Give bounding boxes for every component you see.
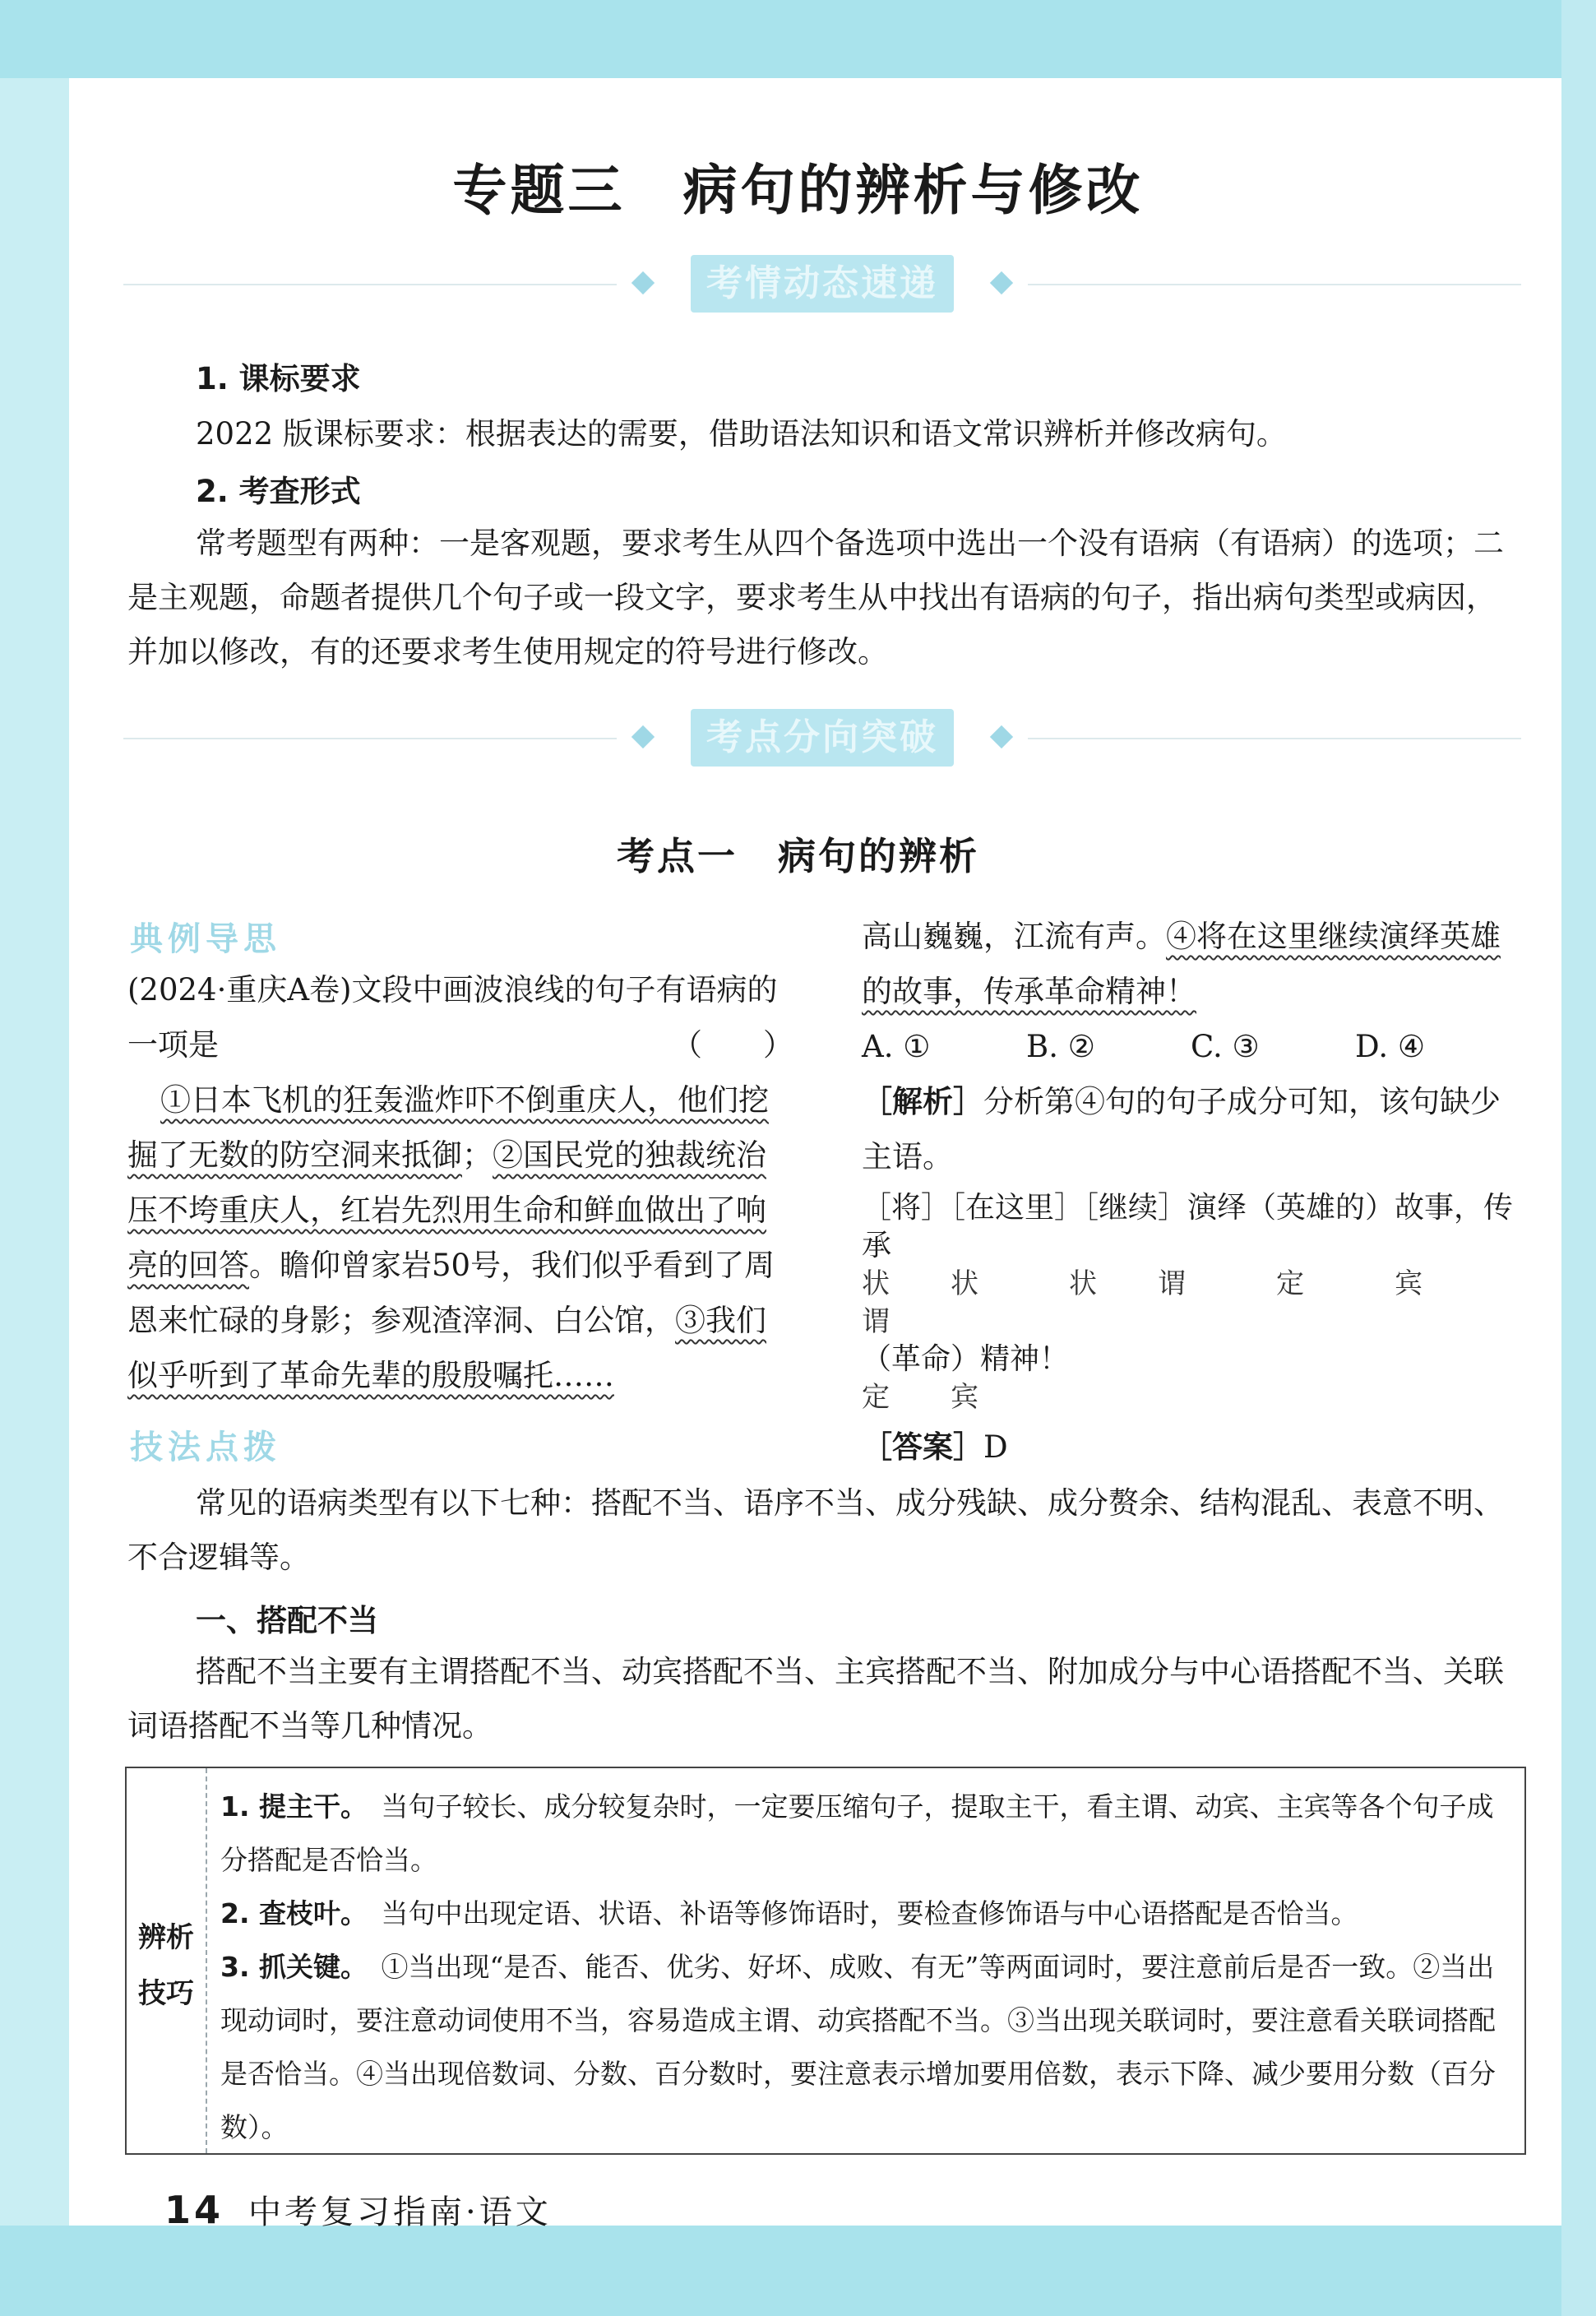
structure-line: ［将］［在这里］［继续］演绎（英雄的）故事，传承 <box>862 1191 1514 1262</box>
technique-side-label: 辨析 <box>138 1921 194 1954</box>
technique-item-text: 当句中出现定语、状语、补语等修饰语时，要检查修饰语与中心语搭配是否恰当。 <box>381 1897 1358 1929</box>
technique-item-label: 1. 提主干。 <box>220 1790 354 1823</box>
technique-body <box>220 1780 1511 2154</box>
banner-line <box>1028 738 1521 739</box>
page-number: 14 <box>164 2188 224 2232</box>
sentence-structure <box>862 1189 1528 1416</box>
technique-item-text: 当句子较长、成分较复杂时，一定要压缩句子，提取主干，看主谓、动宾、主宾等各个句子成分搭配是否恰当。 <box>220 1790 1494 1876</box>
passage-text: 。瞻仰曾家岩50号，我们似乎看到了周恩来忙碌的身影；参观渣滓洞、白公馆， <box>127 1248 775 1338</box>
example-left-column <box>127 962 793 1403</box>
question-stem <box>127 962 793 1072</box>
frame-top-band <box>0 0 1596 78</box>
collocation-text: 搭配不当主要有主谓搭配不当、动宾搭配不当、主宾搭配不当、附加成分与中心语搭配不当、关联词语搭配不当等几种情况。 <box>127 1654 1504 1744</box>
passage <box>127 1072 793 1403</box>
footer-text: 中考复习指南·语文 <box>248 2193 552 2231</box>
sentence-1: ①日本飞机的狂轰滥炸吓不倒重庆人，他们挖掘了无数的防空洞来抵御 <box>127 1082 769 1173</box>
option-d: D. ④ <box>1355 1029 1426 1064</box>
sentence-2: ②国民党的独裁统治压不垮重庆人，红岩先烈用生命和鲜血做出了响亮的回答 <box>127 1137 766 1283</box>
structure-roles: 状 状 状 谓 定 宾 谓 <box>862 1267 1513 1338</box>
banner-line <box>1028 284 1521 285</box>
example-right-column <box>862 909 1528 1475</box>
diamond-icon <box>631 725 655 748</box>
passage-text: ； <box>462 1137 493 1173</box>
answer-label: ［答案］ <box>862 1429 983 1465</box>
banner-label: 考情动态速递 <box>691 255 954 313</box>
sentence-3: ③我们似乎听到了革命先辈的殷殷嘱托…… <box>127 1303 766 1393</box>
analysis-label: ［解析］ <box>862 1084 983 1119</box>
banner-key-points <box>123 709 1521 767</box>
frame-right-band <box>1561 0 1596 2316</box>
technique-item-label: 3. 抓关键。 <box>220 1951 354 1983</box>
technique-item-text: ①当出现“是否、能否、优劣、好坏、成败、有无”等两面词时，要注意前后是否一致。②当出现动词时，要注意动词使用不当，容易造成主谓、动宾搭配不当。③当出现关联词时，要注意看关联词搭配是否恰当。④当出现倍数词、分数、百分数时，要注意表示增加要用倍数，表示下降、减少要用分数（百分数）。 <box>220 1951 1496 2143</box>
answer-blank: （ ） <box>672 1027 793 1063</box>
question-stem-text: (2024·重庆A卷)文段中画波浪线的句子有语病的一项是 <box>127 972 778 1063</box>
tag-skill: 技法点拨 <box>130 1429 281 1466</box>
technique-item-3 <box>220 1940 1511 2154</box>
options <box>862 1019 1528 1074</box>
answer <box>862 1420 1528 1475</box>
diamond-icon <box>990 271 1013 294</box>
structure-roles: 定 宾 <box>862 1381 980 1414</box>
diamond-icon <box>990 725 1013 748</box>
page-title: 专题三 病句的辨析与修改 <box>452 159 1144 222</box>
banner-line <box>123 284 617 285</box>
option-a: A. ① <box>862 1029 931 1064</box>
diamond-icon <box>631 271 655 294</box>
technique-item-1 <box>220 1780 1511 1887</box>
option-c: C. ③ <box>1191 1029 1260 1064</box>
structure-line: （革命）精神！ <box>862 1342 1070 1376</box>
answer-value: D <box>983 1429 1008 1465</box>
passage-continued <box>862 909 1528 1019</box>
heading-collocation: 一、搭配不当 <box>196 1603 378 1638</box>
technique-item-label: 2. 查枝叶。 <box>220 1897 354 1929</box>
exam-form-text: 常考题型有两种：一是客观题，要求考生从四个备选项中选出一个没有语病（有语病）的选项；二是主观题，命题者提供几个句子或一段文字，要求考生从中找出有语病的句子，指出病句类型或病因，并加以修改，有的还要求考生使用规定的符号进行修改。 <box>127 526 1504 669</box>
passage-text: 高山巍巍，江流有声。 <box>862 919 1166 954</box>
skill-intro: 常见的语病类型有以下七种：搭配不当、语序不当、成分残缺、成分赘余、结构混乱、表意不明、不合逻辑等。 <box>127 1485 1504 1575</box>
banner-line <box>123 738 617 739</box>
option-b: B. ② <box>1026 1029 1095 1064</box>
frame-bottom-band <box>0 2226 1596 2316</box>
technique-side-label: 技巧 <box>138 1977 194 2010</box>
sentence-4: ④将在这里继续演绎英雄的故事，传承革命精神！ <box>862 919 1501 1009</box>
technique-side <box>127 1768 207 2153</box>
analysis <box>862 1074 1528 1184</box>
technique-item-2 <box>220 1887 1511 1940</box>
heading-exam-form: 2. 考查形式 <box>196 474 361 509</box>
banner-label: 考点分向突破 <box>691 709 954 767</box>
analysis-text: 分析第④句的句子成分可知，该句缺少主语。 <box>862 1084 1501 1174</box>
technique-box <box>125 1767 1526 2155</box>
kaodian-title: 考点一 病句的辨析 <box>617 834 979 878</box>
heading-curriculum: 1. 课标要求 <box>196 361 361 396</box>
tag-example: 典例导思 <box>130 920 281 958</box>
banner-exam-trends <box>123 255 1521 313</box>
curriculum-text: 2022 版课标要求：根据表达的需要，借助语法知识和语文常识辨析并修改病句。 <box>196 416 1287 452</box>
page-footer <box>164 2186 552 2233</box>
